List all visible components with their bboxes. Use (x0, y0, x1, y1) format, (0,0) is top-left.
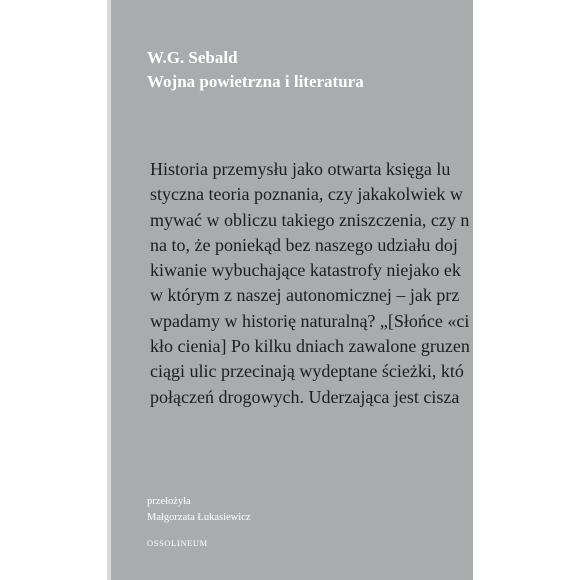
cover-excerpt (150, 157, 470, 410)
excerpt-line: połączeń drogowych. Uderzająca jest cisza (150, 386, 460, 407)
author-name: W.G. Sebald (147, 48, 238, 67)
translator-credit (147, 494, 251, 526)
excerpt-line: mywać w obliczu takiego zniszczenia, czy n (150, 209, 470, 230)
book-title: Wojna powietrzna i literatura (147, 72, 364, 91)
excerpt-line: styczna teoria poznania, czy jakakolwiek w (150, 184, 463, 205)
excerpt-line: kło cienia] Po kilku dniach zawalone gruzen (150, 336, 470, 357)
excerpt-line: kiwanie wybuchające katastrofy niejako ek (150, 260, 461, 281)
publisher-name: OSSOLINEUM (147, 538, 208, 548)
excerpt-line: Historia przemysłu jako otwarta księga lu (150, 159, 451, 179)
excerpt-line: wpadamy w historię naturalną? „[Słońce «ci (150, 310, 470, 331)
cover-left-edge (107, 0, 111, 580)
translator-name: Małgorzata Łukasiewicz (147, 512, 251, 523)
excerpt-line: na to, że poniekąd bez naszego udziału doj (150, 234, 458, 255)
excerpt-line: w którym z naszej autonomicznej – jak prz (150, 285, 460, 306)
book-cover (107, 0, 473, 580)
excerpt-line: ciągi ulic przecinają wydeptane ścieżki, któ (150, 361, 464, 382)
cover-header (147, 46, 364, 94)
translator-label: przełożyła (147, 496, 191, 507)
